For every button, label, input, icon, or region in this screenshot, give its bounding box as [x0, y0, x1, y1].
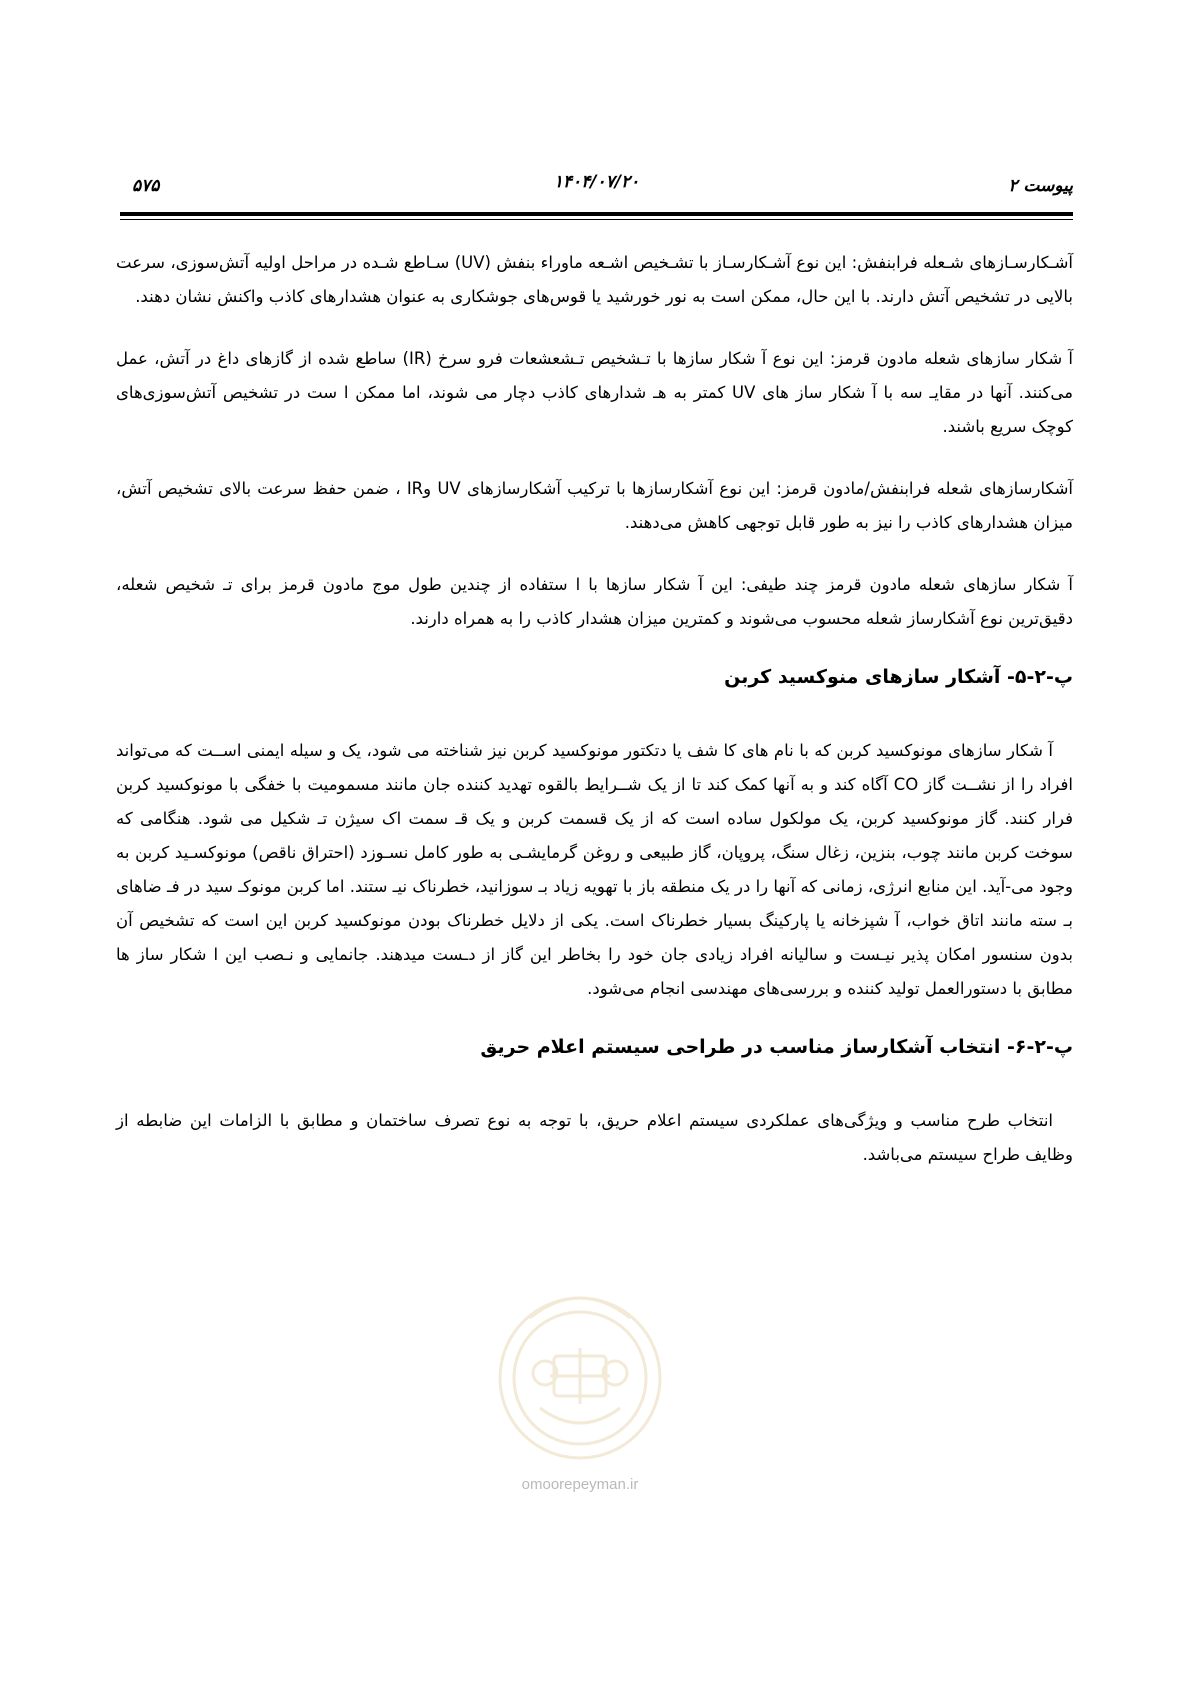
paragraph-ir-detectors: آ شکار سازهای شعله مادون قرمز: این نوع آ شکار سازها با تـشخیص تـشعشعات فرو سرخ (IR) ساطع شده از گازهای داغ در آتش، عمل می‌کنند. آنها در مقایـ سه با آ شکار ساز های UV کمتر به هـ شدارهای کاذب دچار می شوند، اما ممکن ا ست در تشخیص آتش‌سوزی‌های کوچک سریع باشند.	[116, 349, 1074, 436]
appendix-label: پیوست ۲	[1008, 176, 1073, 196]
page-number: ۵۷۵	[132, 176, 160, 196]
paragraph-uv-detectors: آشـکارسـازهای شـعله فرابنفش: این نوع آشـکارسـاز با تشـخیص اشـعه ماوراء بنفش (UV) سـاطع شـده در مراحل اولیه آتش‌سوزی، سرعت بالایی در تشخیص آتش دارند. با این حال، ممکن است به نور خورشید یا قوس‌های جوشکاری به عنوان هشدارهای کاذب واکنش نشان دهند.	[116, 253, 1073, 306]
header-rule-thin	[120, 219, 1073, 220]
header-rule-thick	[120, 212, 1073, 216]
paragraph-detector-selection: انتخاب طرح مناسب و ویژگی‌های عملکردی سیستم اعلام حریق، با توجه به نوع تصرف ساختمان و مطابق با الزامات این ضابطه از وظایف طراح سیستم می‌باشد.	[116, 1111, 1073, 1164]
page-header	[120, 172, 1073, 208]
section-heading-detector-selection: پ-۲-۶- انتخاب آشکارساز مناسب در طراحی سیستم اعلام حریق	[480, 1036, 1073, 1058]
paragraph-multispectral-ir: آ شکار سازهای شعله مادون قرمز چند طیفی: این آ شکار سازها با ا ستفاده از چندین طول موج مادون قرمز برای تـ شخیص شعله، دقیق‌ترین نوع آشکارساز شعله محسوب می‌شوند و کمترین میزان هشدار کاذب را به همراه دارند.	[116, 575, 1073, 628]
paragraph-co-detectors: آ شکار سازهای مونوکسید کربن که با نام های کا شف یا دتکتور مونوکسید کربن نیز شناخته می شود، یک و سیله ایمنی اســت که می‌تواند افراد را از نشــت گاز CO آگاه کند و به آنها کمک کند تا از یک شــرایط بالقوه تهدید کننده جان مانند مسمومیت با خفگی با مونوکسید کربن فرار کنند. گاز مونوکسید کربن، یک مولکول ساده است که از یک قسمت کربن و یک قـ سمت اک سیژن تـ شکیل می شود. هنگامی که سوخت کربن مانند چوب، بنزین، زغال سنگ، پروپان، گاز طبیعی و روغن گرمایشـی به طور کامل نسـوزد (احتراق ناقص) مونوکسـید کربن به وجود می-آید. این منابع انرژی، زمانی که آنها را در یک منطقه باز با تهویه زیاد بـ سوزانید، خطرناک نیـ ستند. اما کربن مونوکـ سید در فـ ضاهای بـ سته مانند اتاق خواب، آ شپزخانه یا پارکینگ بسیار خطرناک است. یکی از دلایل خطرناک بودن مونوکسید کربن این است که تشخیص آن بدون سنسور امکان پذیر نیـست و سالیانه افراد زیادی جان خود را بخاطر این گاز از دـست میدهند. جانمایی و نـصب این ا شکار ساز ها مطابق با دستورالعمل تولید کننده و بررسی‌های مهندسی انجام می‌شود.	[116, 741, 1073, 998]
section-heading-co-detectors: پ-۲-۵- آشکار سازهای منوکسید کربن	[724, 666, 1073, 688]
watermark-caption: omoorepeyman.ir	[521, 1476, 639, 1493]
paragraph-uv-ir-detectors: آشکارسازهای شعله فرابنفش/مادون قرمز: این نوع آشکارسازها با ترکیب آشکارسازهای UV وIR ، ضمن حفظ سرعت بالای تشخیص آتش، میزان هشدارهای کاذب را نیز به طور قابل توجهی کاهش می‌دهند.	[116, 479, 1073, 532]
watermark-seal-icon	[470, 1278, 690, 1468]
header-date: ۱۴۰۴/۰۷/۲۰	[553, 172, 640, 192]
body-text	[116, 246, 1073, 1172]
